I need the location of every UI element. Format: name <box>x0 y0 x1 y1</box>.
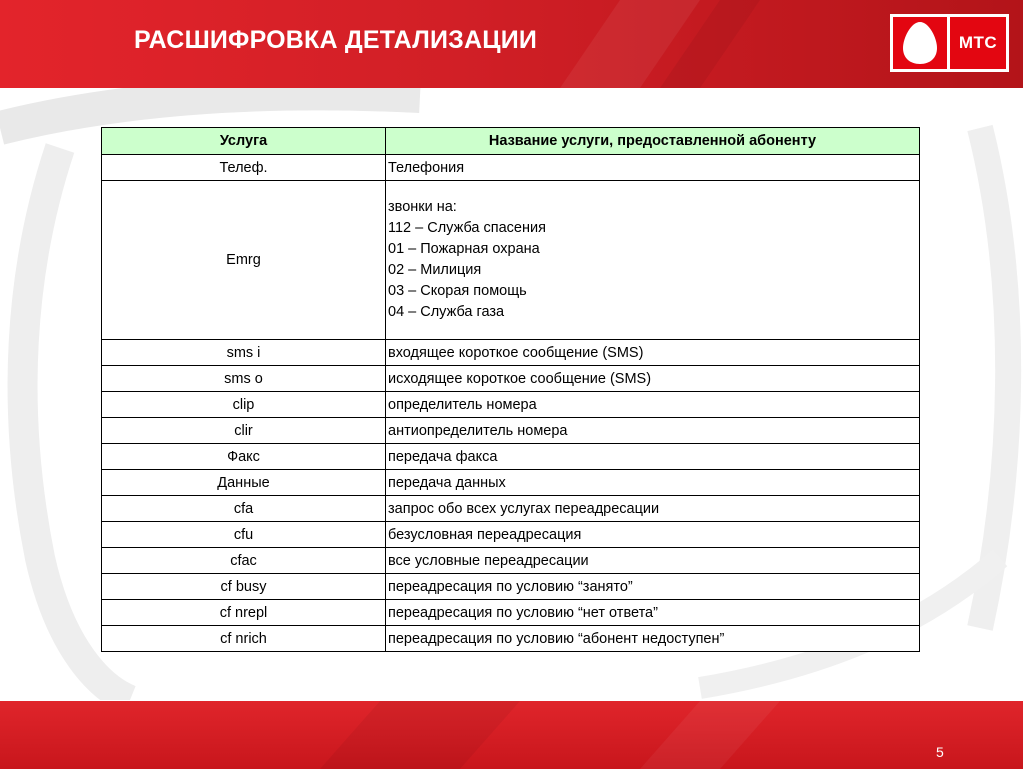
table-row <box>102 600 920 626</box>
description-cell: передача данных <box>386 470 920 496</box>
description-cell: исходящее короткое сообщение (SMS) <box>386 366 920 392</box>
detail-table <box>101 127 920 652</box>
service-cell: Данные <box>102 470 386 496</box>
description-cell: определитель номера <box>386 392 920 418</box>
service-cell: cfac <box>102 548 386 574</box>
description-cell-multiline <box>386 181 920 340</box>
description-cell: входящее короткое сообщение (SMS) <box>386 340 920 366</box>
brand-logo-text: МТС <box>950 17 1006 69</box>
table-header-row <box>102 128 920 155</box>
description-line: 04 – Служба газа <box>388 304 505 320</box>
description-cell: Телефония <box>386 155 920 181</box>
service-cell: sms i <box>102 340 386 366</box>
footer-bar <box>0 701 1023 769</box>
description-line: 02 – Милиция <box>388 262 482 278</box>
egg-logo-icon <box>893 17 947 69</box>
description-line: 01 – Пожарная охрана <box>388 241 540 257</box>
table-row <box>102 626 920 652</box>
description-line: звонки на: <box>388 199 457 215</box>
table-row <box>102 366 920 392</box>
description-cell: переадресация по условию “занято” <box>386 574 920 600</box>
description-cell: передача факса <box>386 444 920 470</box>
column-header-service: Услуга <box>102 128 386 155</box>
table-row <box>102 496 920 522</box>
description-line: 112 – Служба спасения <box>388 220 546 236</box>
table-row <box>102 392 920 418</box>
description-line: 03 – Скорая помощь <box>388 283 527 299</box>
table-row <box>102 444 920 470</box>
service-cell: cfa <box>102 496 386 522</box>
service-cell: sms o <box>102 366 386 392</box>
table-row <box>102 181 920 340</box>
table-row <box>102 155 920 181</box>
page-title: РАСШИФРОВКА ДЕТАЛИЗАЦИИ <box>134 26 538 54</box>
description-cell: запрос обо всех услугах переадресации <box>386 496 920 522</box>
table-row <box>102 548 920 574</box>
service-cell: cf nrepl <box>102 600 386 626</box>
description-cell: все условные переадресации <box>386 548 920 574</box>
page-number: 5 <box>936 744 944 760</box>
service-cell: cfu <box>102 522 386 548</box>
service-cell: clip <box>102 392 386 418</box>
table-row <box>102 522 920 548</box>
service-cell: Телеф. <box>102 155 386 181</box>
service-cell: Факс <box>102 444 386 470</box>
table-row <box>102 574 920 600</box>
table-row <box>102 418 920 444</box>
description-cell: переадресация по условию “нет ответа” <box>386 600 920 626</box>
service-cell: clir <box>102 418 386 444</box>
service-cell: Emrg <box>102 181 386 340</box>
service-cell: cf nrich <box>102 626 386 652</box>
description-cell: безусловная переадресация <box>386 522 920 548</box>
table-row <box>102 470 920 496</box>
column-header-description: Название услуги, предоставленной абоненту <box>386 128 920 155</box>
description-cell: антиопределитель номера <box>386 418 920 444</box>
table-row <box>102 340 920 366</box>
description-cell: переадресация по условию “абонент недоступен” <box>386 626 920 652</box>
service-cell: cf busy <box>102 574 386 600</box>
footer-stripes <box>0 701 1023 769</box>
